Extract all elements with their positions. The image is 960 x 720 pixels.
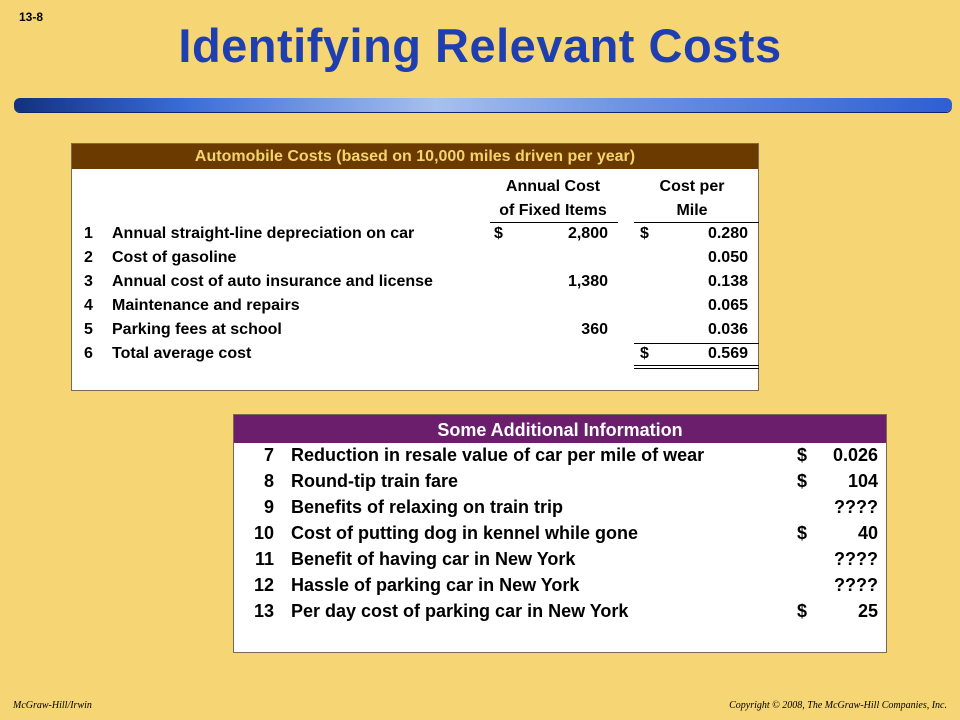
dollar-sign: $	[797, 471, 808, 491]
row-description: Round-tip train fare	[291, 471, 458, 491]
table-row	[72, 273, 760, 297]
row-number: 7	[263, 445, 274, 465]
title-divider-bar	[14, 98, 952, 112]
annual-cost-value: 2,800	[567, 225, 608, 242]
table-row	[72, 225, 760, 249]
row-description: Reduction in resale value of car per mile of wear	[291, 445, 705, 465]
row-description: Maintenance and repairs	[112, 297, 300, 314]
per-mile-dollar-sign: $	[640, 225, 649, 242]
row-number: 3	[84, 273, 93, 290]
automobile-costs-table	[71, 143, 759, 391]
row-description: Benefit of having car in New York	[291, 549, 576, 569]
row-description: Cost of putting dog in kennel while gone	[291, 523, 638, 543]
table-row	[72, 249, 760, 273]
footer-publisher: McGraw-Hill/Irwin	[13, 700, 92, 711]
row-number: 9	[263, 497, 274, 517]
additional-information-table	[233, 414, 887, 653]
cost-per-mile-value: 0.036	[707, 321, 748, 338]
table-row	[234, 445, 888, 471]
subtotal-underline	[634, 343, 759, 344]
row-number: 8	[263, 471, 274, 491]
slide-number: 13-8	[19, 10, 44, 24]
dollar-sign: $	[797, 445, 808, 465]
row-number: 4	[84, 297, 93, 314]
row-description: Total average cost	[112, 345, 252, 362]
row-value: 40	[857, 523, 878, 543]
row-description: Benefits of relaxing on train trip	[291, 497, 564, 517]
annual-cost-header-line2: of Fixed Items	[499, 202, 607, 219]
table-row	[234, 523, 888, 549]
row-description: Hassle of parking car in New York	[291, 575, 580, 595]
row-value: 104	[847, 471, 878, 491]
table-row	[234, 549, 888, 575]
row-value: 25	[857, 601, 878, 621]
row-value: ????	[834, 549, 878, 569]
row-description: Parking fees at school	[112, 321, 282, 338]
automobile-costs-header: Automobile Costs (based on 10,000 miles driven per year)	[72, 144, 758, 169]
table-row	[72, 321, 760, 345]
footer-copyright: Copyright © 2008, The McGraw-Hill Companies, Inc.	[729, 700, 947, 711]
table-row	[234, 471, 888, 497]
table-row	[72, 297, 760, 321]
dollar-sign: $	[797, 523, 808, 543]
row-value: ????	[834, 497, 878, 517]
cost-per-mile-value: 0.280	[707, 225, 748, 242]
page-title: Identifying Relevant Costs	[178, 19, 782, 72]
row-number: 12	[253, 575, 274, 595]
cost-per-mile-header-underline	[634, 222, 759, 223]
row-description: Annual straight-line depreciation on car	[112, 225, 415, 242]
annual-cost-value: 1,380	[567, 273, 608, 290]
table-row	[234, 497, 888, 523]
per-mile-dollar-sign: $	[640, 345, 649, 362]
row-description: Cost of gasoline	[112, 249, 237, 266]
dollar-sign: $	[797, 601, 808, 621]
total-cost-per-mile-value: 0.569	[707, 345, 748, 362]
cost-per-mile-header-line2: Mile	[676, 202, 708, 219]
row-number: 2	[84, 249, 93, 266]
row-number: 6	[84, 345, 93, 362]
row-description: Annual cost of auto insurance and license	[112, 273, 433, 290]
annual-cost-value: 360	[581, 321, 608, 338]
row-number: 5	[84, 321, 93, 338]
table-row	[234, 575, 888, 601]
row-description: Per day cost of parking car in New York	[291, 601, 629, 621]
row-number: 1	[84, 225, 93, 242]
cost-per-mile-value: 0.050	[707, 249, 748, 266]
total-double-underline	[634, 365, 759, 369]
cost-per-mile-value: 0.065	[707, 297, 748, 314]
annual-cost-header-line1: Annual Cost	[505, 178, 601, 195]
row-value: ????	[834, 575, 878, 595]
row-number: 11	[254, 549, 274, 569]
annual-cost-header-underline	[490, 222, 618, 223]
cost-per-mile-header-line1: Cost per	[659, 178, 725, 195]
row-number: 13	[253, 601, 274, 621]
cost-per-mile-value: 0.138	[707, 273, 748, 290]
row-value: 0.026	[832, 445, 878, 465]
annual-dollar-sign: $	[494, 225, 503, 242]
table-row	[234, 601, 888, 627]
additional-information-header: Some Additional Information	[234, 415, 886, 443]
row-number: 10	[253, 523, 274, 543]
